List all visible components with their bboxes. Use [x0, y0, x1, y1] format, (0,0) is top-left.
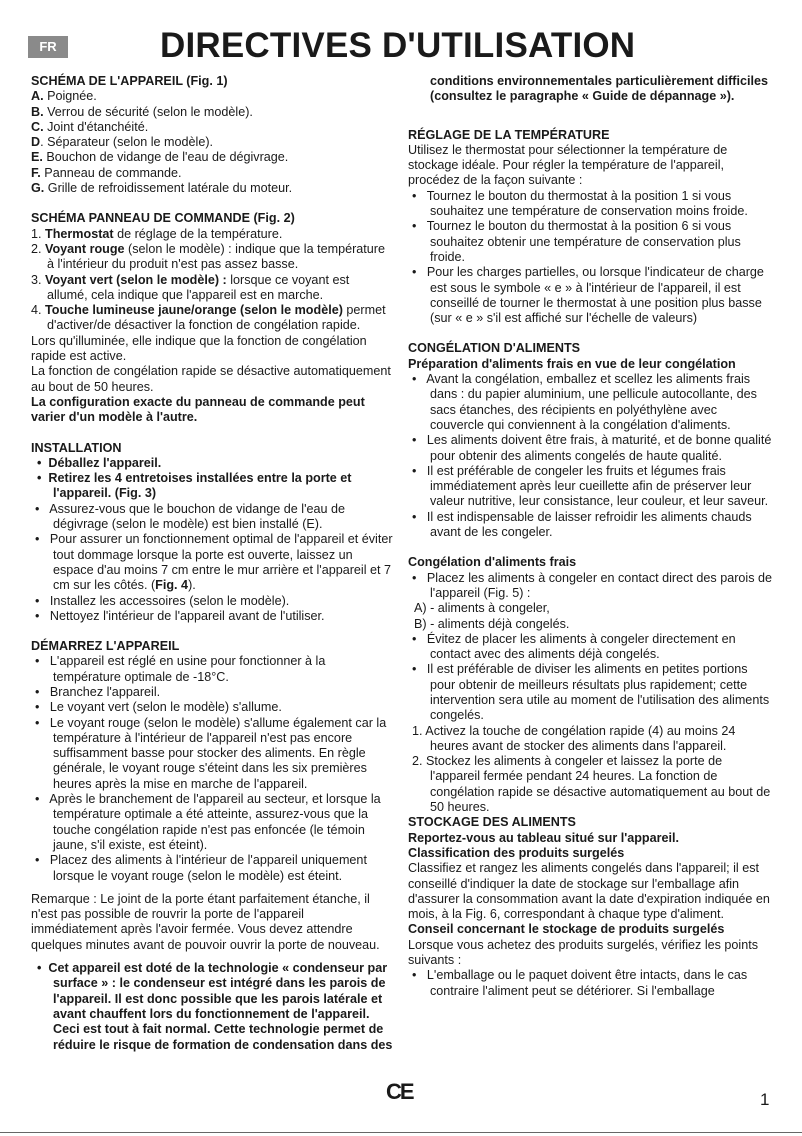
panel-item — [31, 227, 393, 242]
remark-paragraph: Remarque : Le joint de la porte étant parfaitement étanche, il n'est pas possible de rouvrir la porte de l'appareil immédiatement après l'avoir fermée. Vous devez attendre quelques minutes avant de pouvoir ouvrir la porte de nouveau. — [31, 891, 380, 952]
storage-paragraph: Classifiez et rangez les aliments congelés dans l'appareil; il est conseillé d'indiquer la date de stockage sur l'emballage afin d'assurer la consommation avant la date d'expiration indiquée en mois, à la Fig. 6, correspondant à chaque type d'aliment. — [408, 861, 770, 922]
bottom-divider — [0, 1132, 802, 1133]
panel-item — [31, 242, 393, 273]
temperature-heading: RÉGLAGE DE LA TEMPÉRATURE — [408, 127, 610, 142]
temperature-text: Tournez le bouton du thermostat à la position 1 si vous souhaitez une température de conservation moins froide. — [426, 188, 748, 219]
fresh-numbered-item: 1. Activez la touche de congélation rapide (4) au moins 24 heures avant de stocker des aliments dans l'appareil. — [412, 723, 736, 753]
fresh-item: • Placez les aliments à congeler en contact direct des parois de l'appareil (Fig. 5) : — [412, 570, 773, 600]
fresh-text: Placez les aliments à congeler en contact direct des parois de l'appareil (Fig. 5) : — [426, 570, 773, 600]
install-text: ). — [188, 578, 196, 593]
start-text: Le voyant rouge (selon le modèle) s'allume également car la température à l'intérieur de l'appareil n'est pas encore suffisamment basse pour stocker des aliments. En règle générale, le voyant rouge s'éteint dans les six premières heures après la mise en marche de l'appareil. — [49, 715, 387, 791]
schema-letter: E. — [31, 150, 43, 165]
start-text: Le voyant vert (selon le modèle) s'allume. — [49, 700, 282, 715]
freezing-item: • Les aliments doivent être frais, à maturité, et de bonne qualité pour obtenir des aliments congelés de haute qualité. — [412, 433, 772, 463]
panel-bold: Voyant rouge — [45, 241, 125, 256]
install-bold-item: • Déballez l'appareil. — [37, 455, 162, 470]
schema-item — [31, 150, 393, 165]
temperature-intro: Utilisez le thermostat pour sélectionner la température de stockage idéale. Pour régler la température de l'appareil, procédez de la façon suivante : — [408, 142, 728, 188]
fresh-item: • Évitez de placer les aliments à congeler directement en contact avec des aliments déjà congelés. — [412, 631, 736, 662]
panel-text: (selon le modèle) : indique que la température à l'intérieur du produit n'est pas assez basse. — [47, 241, 385, 272]
install-text: Pour assurer un fonctionnement optimal de l'appareil et éviter tout dommage lorsque la porte est ouverte, laissez un espace d'au moins 7 cm entre le mur arrière et l'appareil et 7 cm sur les côtés. ( — [49, 532, 393, 593]
panel-num: 2. — [31, 241, 46, 256]
fresh-sub-a: A) - aliments à congeler, — [414, 601, 550, 616]
page-title: DIRECTIVES D'UTILISATION — [160, 26, 636, 65]
start-item: • Le voyant rouge (selon le modèle) s'allume également car la température à l'intérieur de l'appareil n'est pas encore suffisamment basse pour stocker des aliments. En règle générale, le voyant rouge s'éteint dans les six premières heures après la mise en marche de l'appareil. — [35, 715, 387, 791]
advice-text: L'emballage ou le paquet doivent être intacts, dans le cas contraire l'aliment peut se détériorer. Si l'emballage — [426, 968, 748, 998]
page-number: 1 — [760, 1090, 770, 1109]
panel-bold: Touche lumineuse jaune/orange (selon le modèle) — [45, 303, 343, 318]
panel-note: La configuration exacte du panneau de commande peut varier d'un modèle à l'autre. — [31, 394, 365, 425]
install-bold-text: Déballez l'appareil. — [48, 455, 162, 470]
temperature-text: Tournez le bouton du thermostat à la position 6 si vous souhaitez obtenir une température de conservation plus froide. — [426, 219, 741, 264]
advice-item: • L'emballage ou le paquet doivent être intacts, dans le cas contraire l'aliment peut se détériorer. Si l'emballage — [412, 968, 748, 998]
schema-text: . Séparateur (selon le modèle). — [40, 135, 214, 150]
advice-heading: Conseil concernant le stockage de produits surgelés — [408, 922, 725, 937]
schema-letter: A. — [31, 89, 44, 104]
schema-letter: C. — [31, 119, 44, 134]
freezing-text: Les aliments doivent être frais, à maturité, et de bonne qualité pour obtenir des aliments congelés de haute qualité. — [426, 433, 772, 463]
right-column — [408, 74, 773, 999]
fresh-text: Évitez de placer les aliments à congeler directement en contact avec des aliments déjà congelés. — [426, 631, 736, 662]
storage-bold-line: Reportez-vous au tableau situé sur l'appareil. — [408, 830, 680, 845]
schema-text: Panneau de commande. — [40, 165, 182, 180]
freezing-item: • Il est préférable de congeler les fruits et légumes frais immédiatement après leur cueillette afin de préserver leur valeur nutritive, leur consistance, leur couleur, et leur saveur. — [412, 463, 769, 509]
fresh-freezing-heading: Congélation d'aliments frais — [408, 555, 577, 570]
panel-text: de réglage de la température. — [113, 226, 283, 241]
temperature-text: Pour les charges partielles, ou lorsque l'indicateur de charge est sous le symbole « e » à l'intérieur de l'appareil, il est conseillé de tourner le thermostat à une position plus basse (sur « e » s'il est affiché sur l'échelle de valeurs) — [426, 265, 764, 326]
start-text: Après le branchement de l'appareil au secteur, et lorsque la température optimale a été atteinte, assurez-vous que la touche congélation rapide n'est pas enfoncée (le témoin jaune, s'il existe, est éteint). — [49, 792, 381, 852]
fresh-sub-b: B) - aliments déjà congelés. — [414, 616, 570, 631]
install-bold-text: Retirez les 4 entretoises installées entre la porte et l'appareil. (Fig. 3) — [48, 471, 352, 501]
install-item: • Assurez-vous que le bouchon de vidange de l'eau de dégivrage (selon le modèle) est bien installé (E). — [35, 501, 345, 532]
fresh-item: • Il est préférable de diviser les aliments en petites portions pour obtenir de meilleurs résultats plus rapidement; cette intervention sera utile au moment de l'utilisation des aliments congelés. — [412, 662, 770, 723]
schema-text: Grille de refroidissement latérale du moteur. — [44, 181, 293, 196]
freezing-text: Il est préférable de congeler les fruits et légumes frais immédiatement après leur cueillette afin de préserver leur valeur nutritive, leur consistance, leur couleur, et leur saveur. — [426, 463, 769, 509]
fresh-text: Il est préférable de diviser les aliments en petites portions pour obtenir de meilleurs résultats plus rapidement; cette intervention sera utile au moment de l'utilisation des aliments congelés. — [426, 662, 770, 723]
install-text: Nettoyez l'intérieur de l'appareil avant de l'utiliser. — [49, 608, 325, 623]
schema-item — [31, 166, 393, 181]
schema-item — [31, 135, 393, 150]
start-item: • Après le branchement de l'appareil au secteur, et lorsque la température optimale a été atteinte, assurez-vous que la touche congélation rapide n'est pas enfoncée (le témoin jaune, s'il existe, est éteint). — [35, 792, 381, 852]
schema-list — [31, 89, 393, 196]
schema-text: Bouchon de vidange de l'eau de dégivrage. — [42, 150, 289, 165]
panel-paragraph: Lors qu'illuminée, elle indique que la fonction de congélation rapide est active. — [31, 333, 367, 364]
install-bold-item: • Retirez les 4 entretoises installées entre la porte et l'appareil. (Fig. 3) — [37, 471, 352, 501]
condenser-text: Cet appareil est doté de la technologie « condenseur par surface » : le condenseur est intégré dans les parois de l'appareil. Il est donc possible que les parois latérale et avant chauffent lors du fonctionnement de l'appareil. Ceci est tout à fait normal. Cette technologie permet de réduire le risque de formation de condensation dans des — [48, 961, 393, 1052]
install-item: • Nettoyez l'intérieur de l'appareil avant de l'utiliser. — [35, 608, 325, 623]
temperature-item: • Tournez le bouton du thermostat à la position 1 si vous souhaitez une température de conservation moins froide. — [412, 188, 748, 219]
install-item: • Installez les accessoires (selon le modèle). — [35, 593, 290, 608]
start-item: • Placez des aliments à l'intérieur de l'appareil uniquement lorsque le voyant rouge (selon le modèle) est éteint. — [35, 853, 367, 883]
freezing-item: • Il est indispensable de laisser refroidir les aliments chauds avant de les congeler. — [412, 509, 752, 540]
freezing-text: Avant la congélation, emballez et scellez les aliments frais dans : du papier aluminium, une pellicule autocollante, des sacs étanches, des récipients en polyéthylène avec couvercle qui conviennent à la congélation d'aliments. — [426, 372, 757, 432]
schema-letter: B. — [31, 104, 44, 119]
schema-letter: G. — [31, 181, 45, 196]
schema-item — [31, 89, 393, 104]
temperature-item: • Tournez le bouton du thermostat à la position 6 si vous souhaitez obtenir une température de conservation plus froide. — [412, 219, 741, 264]
schema-text: Joint d'étanchéité. — [43, 119, 149, 134]
panel-item — [31, 303, 393, 334]
panel-num: 4. — [31, 303, 46, 318]
schema-text: Poignée. — [43, 89, 97, 104]
install-text: Assurez-vous que le bouchon de vidange de l'eau de dégivrage (selon le modèle) est bien installé (E). — [49, 501, 345, 532]
fresh-numbered-item: 2. Stockez les aliments à congeler et laissez la porte de l'appareil fermée pendant 24 heures. La fonction de congélation rapide se désactive automatiquement au bout de 50 heures. — [412, 754, 771, 815]
storage-heading: STOCKAGE DES ALIMENTS — [408, 815, 576, 830]
start-text: Branchez l'appareil. — [49, 684, 161, 699]
schema-text: Verrou de sécurité (selon le modèle). — [43, 104, 253, 119]
panel-bold: Thermostat — [45, 226, 114, 241]
condenser-note: • Cet appareil est doté de la technologie « condenseur par surface » : le condenseur est intégré dans les parois de l'appareil. Il est donc possible que les parois latérale et avant chauffent lors du fonctionnement de l'appareil. Ceci est tout à fait normal. Cette technologie permet de réduire le risque de formation de condensation dans des — [37, 961, 393, 1052]
panel-num: 3. — [31, 272, 46, 287]
install-text: Installez les accessoires (selon le modèle). — [49, 593, 290, 608]
storage-bold-line: Classification des produits surgelés — [408, 845, 625, 860]
left-column — [31, 74, 393, 1053]
freezing-heading: CONGÉLATION D'ALIMENTS — [408, 341, 581, 356]
freezing-subheading: Préparation d'aliments frais en vue de leur congélation — [408, 356, 736, 371]
freezing-item: • Avant la congélation, emballez et scellez les aliments frais dans : du papier aluminium, une pellicule autocollante, des sacs étanches, des récipients en polyéthylène avec couvercle qui conviennent à la congélation d'aliments. — [412, 372, 757, 432]
ce-mark: CE — [386, 1079, 413, 1104]
panel-text: lorsque ce voyant est allumé, cela indique que l'appareil est en marche. — [47, 272, 350, 302]
language-badge: FR — [28, 36, 68, 58]
start-item: • Branchez l'appareil. — [35, 684, 161, 699]
panel-text: permet d'activer/de désactiver la fonction de congélation rapide. — [47, 303, 386, 333]
temperature-item: • Pour les charges partielles, ou lorsque l'indicateur de charge est sous le symbole « e » à l'intérieur de l'appareil, il est conseillé de tourner le thermostat à une position plus basse (sur « e » s'il est affiché sur l'échelle de valeurs) — [412, 265, 764, 326]
install-item: • Pour assurer un fonctionnement optimal de l'appareil et éviter tout dommage lorsque la porte est ouverte, laissez un espace d'au moins 7 cm entre le mur arrière et l'appareil et 7 cm sur les côtés. (Fig. 4). — [35, 532, 393, 593]
control-panel-heading: SCHÉMA PANNEAU DE COMMANDE (Fig. 2) — [31, 211, 295, 226]
schema-letter: D — [31, 135, 41, 150]
panel-bold: Voyant vert (selon le modèle) : — [45, 272, 227, 287]
schema-letter: F. — [31, 165, 41, 180]
installation-heading: INSTALLATION — [31, 440, 122, 455]
schema-item — [31, 120, 393, 135]
schema-item — [31, 181, 393, 196]
install-fig-ref: Fig. 4 — [155, 578, 189, 593]
start-heading: DÉMARREZ L'APPAREIL — [31, 639, 180, 654]
start-item: • Le voyant vert (selon le modèle) s'allume. — [35, 700, 282, 715]
schema-item — [31, 105, 393, 120]
start-item: • L'appareil est réglé en usine pour fonctionner à la température optimale de -18°C. — [35, 654, 326, 684]
advice-paragraph: Lorsque vous achetez des produits surgelés, vérifiez les points suivants : — [408, 937, 759, 968]
start-text: L'appareil est réglé en usine pour fonctionner à la température optimale de -18°C. — [49, 654, 326, 684]
freezing-text: Il est indispensable de laisser refroidir les aliments chauds avant de les congeler. — [426, 509, 752, 540]
panel-num: 1. — [31, 226, 46, 241]
condenser-continuation: conditions environnementales particulièrement difficiles (consultez le paragraphe « Guide de dépannage »). — [430, 74, 769, 104]
panel-paragraph: La fonction de congélation rapide se désactive automatiquement au bout de 50 heures. — [31, 364, 391, 394]
start-text: Placez des aliments à l'intérieur de l'appareil uniquement lorsque le voyant rouge (selon le modèle) est éteint. — [49, 853, 367, 883]
panel-item — [31, 273, 393, 304]
appliance-schema-heading: SCHÉMA DE L'APPAREIL (Fig. 1) — [31, 74, 228, 88]
